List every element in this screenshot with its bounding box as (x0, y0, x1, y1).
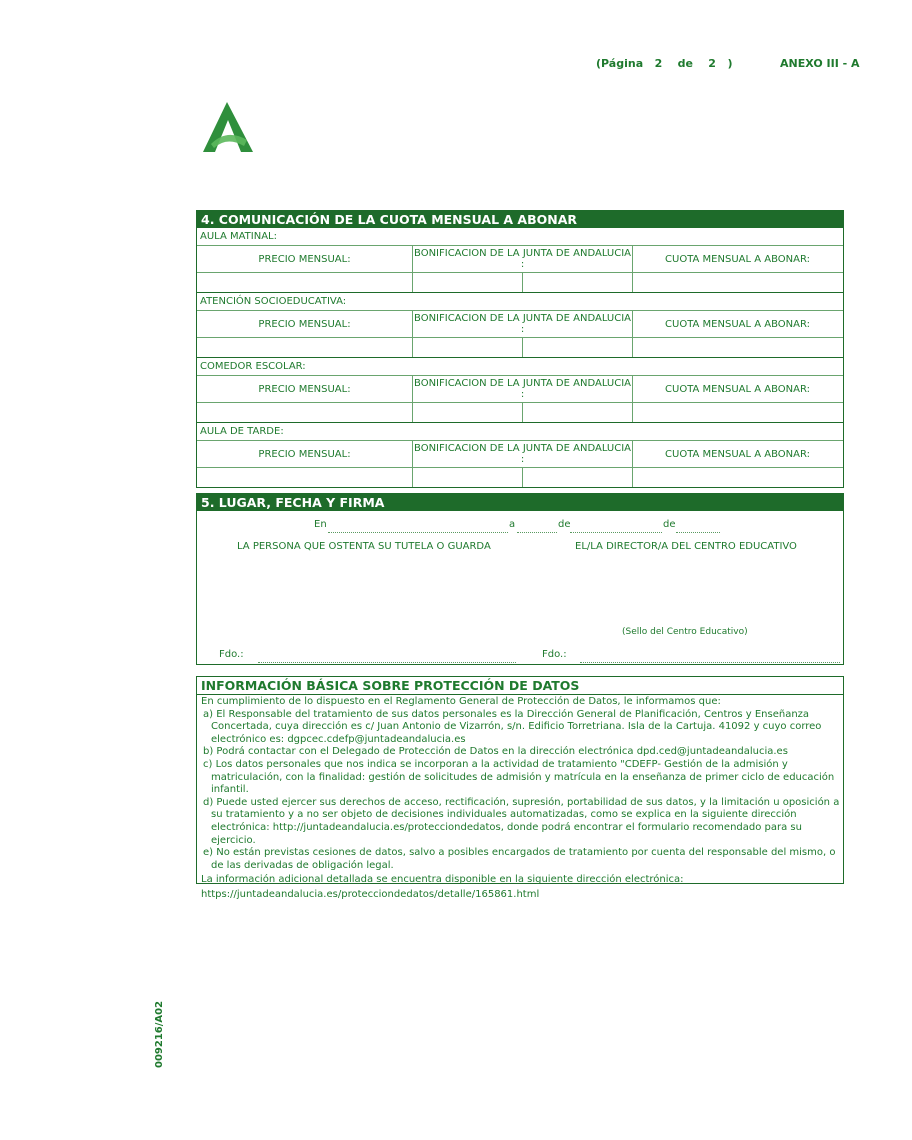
page-indicator (596, 57, 732, 70)
service-header-row (197, 310, 843, 337)
page-total: 2 (708, 57, 716, 70)
section-cuota-mensual (196, 210, 844, 488)
service-label: COMEDOR ESCOLAR: (197, 357, 843, 375)
bonificacion-label: BONIFICACION DE LA JUNTA DE ANDALUCIA : (412, 311, 632, 337)
precio-mensual-field[interactable] (197, 273, 412, 292)
item-d: d) Puede usted ejercer sus derechos de acceso, rectificación, supresión, portabilidad de sus datos, y la limitación u oposición a su tratamiento y a no ser objeto de decisiones individuales automatizadas, como se explica en la siguiente dirección electrónica: http://juntadeandalucia.es/protecciondedatos, donde podrá encontrar el formulario recomendado para su ejercicio. (203, 796, 840, 846)
day-field[interactable] (517, 532, 557, 533)
data-protection-title: INFORMACIÓN BÁSICA SOBRE PROTECCIÓN DE DATOS (197, 677, 843, 695)
precio-mensual-field[interactable] (197, 468, 412, 487)
service-label: AULA MATINAL: (200, 231, 277, 242)
bonificacion-field-a[interactable] (412, 273, 522, 292)
page-open-text: (Página (596, 57, 644, 70)
intro-text: En cumplimiento de lo dispuesto en el Reglamento General de Protección de Datos, le informamos que: (201, 696, 721, 707)
bonificacion-field-b[interactable] (522, 468, 632, 487)
de-label-1: de (558, 519, 571, 530)
service-header-row (197, 375, 843, 402)
page-de-text: de (677, 57, 693, 70)
item-b: b) Podrá contactar con el Delegado de Protección de Datos en la dirección electrónica dpd.ced@juntadeandalucia.es (203, 746, 788, 758)
seal-label: (Sello del Centro Educativo) (622, 627, 748, 637)
data-protection-body (197, 695, 843, 902)
cuota-mensual-field[interactable] (632, 338, 842, 357)
bonificacion-label: BONIFICACION DE LA JUNTA DE ANDALUCIA : (412, 376, 632, 402)
service-values-row (197, 272, 843, 292)
bonificacion-field-b[interactable] (522, 338, 632, 357)
a-label: a (509, 519, 516, 530)
bonificacion-field-a[interactable] (412, 403, 522, 422)
bonificacion-field-b[interactable] (522, 403, 632, 422)
precio-mensual-label: PRECIO MENSUAL: (258, 448, 351, 460)
service-header-row (197, 245, 843, 272)
month-field[interactable] (570, 532, 662, 533)
cuota-mensual-label: CUOTA MENSUAL A ABONAR: (632, 376, 842, 402)
page-number: 2 (654, 57, 663, 70)
year-field[interactable] (676, 532, 720, 533)
section5-title: 5. LUGAR, FECHA Y FIRMA (197, 494, 843, 511)
footer-text: La información adicional detallada se encuentra disponible en la siguiente dirección electrónica: (201, 874, 684, 886)
right-signer-label: EL/LA DIRECTOR/A DEL CENTRO EDUCATIVO (575, 541, 797, 552)
form-code: 009216/A02 (154, 1000, 165, 1068)
section4-title: 4. COMUNICACIÓN DE LA CUOTA MENSUAL A ABONAR (197, 211, 843, 228)
bonificacion-label: BONIFICACION DE LA JUNTA DE ANDALUCIA : (412, 441, 632, 467)
service-header-row (197, 440, 843, 467)
fdo-right-field[interactable] (580, 662, 840, 663)
precio-mensual-field[interactable] (197, 338, 412, 357)
fdo-left-field[interactable] (258, 662, 516, 663)
page-close-text: ) (727, 57, 733, 70)
left-signer-label: LA PERSONA QUE OSTENTA SU TUTELA O GUARDA (237, 541, 491, 552)
junta-andalucia-logo-icon (197, 100, 257, 156)
section-lugar-fecha-firma (196, 493, 844, 665)
annex-label: ANEXO III - A (780, 57, 860, 70)
detail-link[interactable]: https://juntadeandalucia.es/protecciondedatos/detalle/165861.html (201, 888, 540, 900)
bonificacion-label: BONIFICACION DE LA JUNTA DE ANDALUCIA : (412, 246, 632, 272)
service-values-row (197, 467, 843, 487)
precio-mensual-field[interactable] (197, 403, 412, 422)
cuota-mensual-field[interactable] (632, 273, 842, 292)
service-values-row (197, 337, 843, 357)
service-values-row (197, 402, 843, 422)
place-field[interactable] (328, 532, 508, 533)
bonificacion-field-a[interactable] (412, 338, 522, 357)
cuota-mensual-label: CUOTA MENSUAL A ABONAR: (632, 311, 842, 337)
service-label: ATENCIÓN SOCIOEDUCATIVA: (197, 292, 843, 310)
cuota-mensual-label: CUOTA MENSUAL A ABONAR: (632, 441, 842, 467)
precio-mensual-label: PRECIO MENSUAL: (258, 253, 351, 265)
cuota-mensual-field[interactable] (632, 403, 842, 422)
cuota-mensual-field[interactable] (632, 468, 842, 487)
precio-mensual-label: PRECIO MENSUAL: (258, 383, 351, 395)
item-a: a) El Responsable del tratamiento de sus datos personales es la Dirección General de Planificación, Centros y Enseñanza Concertada, cuya dirección es c/ Juan Antonio de Vizarrón, s/n. Edificio Torretriana. Isla de la Cartuja. 41092 y cuyo correo electrónico es: dgpcec.cdefp@juntadeandalucia.es (203, 708, 822, 745)
cuota-mensual-label: CUOTA MENSUAL A ABONAR: (632, 246, 842, 272)
bonificacion-field-a[interactable] (412, 468, 522, 487)
de-label-2: de (663, 519, 676, 530)
precio-mensual-label: PRECIO MENSUAL: (258, 318, 351, 330)
data-protection-box (196, 676, 844, 900)
service-label: AULA DE TARDE: (197, 422, 843, 440)
en-label: En (314, 519, 327, 530)
fdo-right-label: Fdo.: (542, 649, 567, 660)
bonificacion-field-b[interactable] (522, 273, 632, 292)
fdo-left-label: Fdo.: (219, 649, 244, 660)
item-c: c) Los datos personales que nos indica se incorporan a la actividad de tratamiento "CDEFP- Gestión de la admisión y matriculación, con la finalidad: gestión de solicitudes de admisión y matrícula en la enseñanza de primer ciclo de educación infantil. (203, 758, 835, 796)
item-e: e) No están previstas cesiones de datos, salvo a posibles encargados de tratamiento por cuenta del responsable del mismo, o de las derivadas de obligación legal. (203, 847, 836, 871)
